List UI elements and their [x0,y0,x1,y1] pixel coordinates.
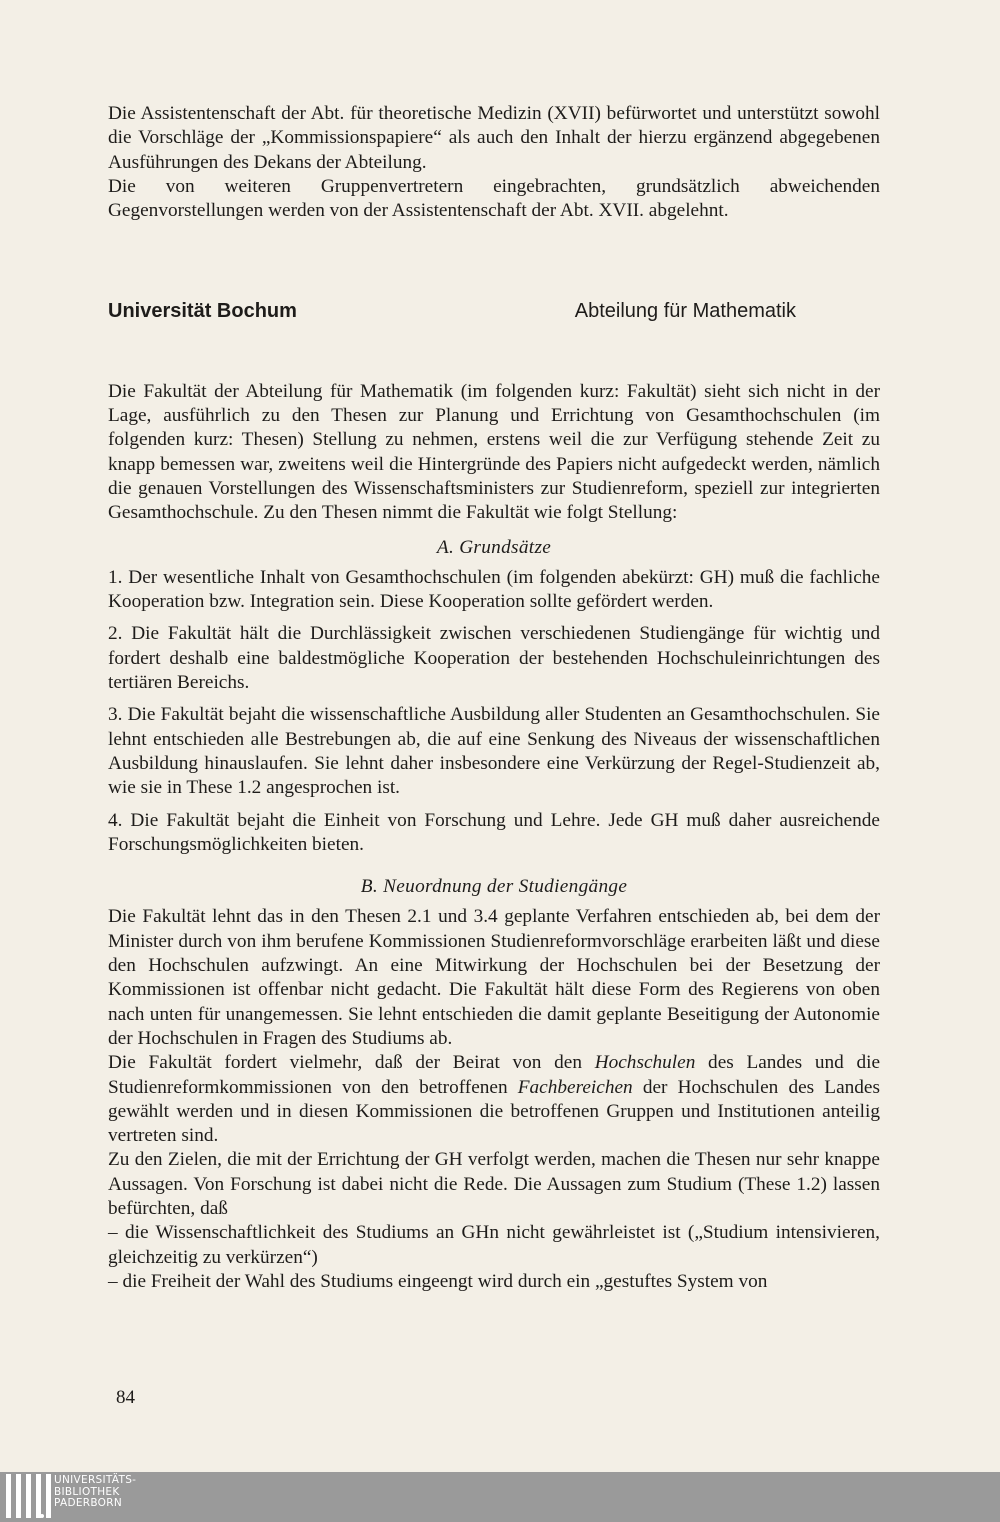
emphasis-fachbereichen: Fachbereichen [517,1076,633,1098]
page-content [108,102,880,1294]
section-a-item: 2. Die Fakultät hält die Durchlässigkeit zwischen verschiedenen Studiengänge für wichtig und fordert deshalb eine baldestmögliche Kooperation der bestehenden Hochschuleinrichtungen des tertiären Bereichs. [108,623,880,694]
library-logo-icon [6,1474,51,1518]
section-b-paragraph-1: Die Fakultät lehnt das in den Thesen 2.1 und 3.4 geplante Verfahren entschieden ab, bei dem der Minister durch von ihm berufene Kommissionen Studienreformvorschläge erarbeiten läßt und diese den Hochschulen aufzwingt. An eine Mitwirkung der Hochschulen bei der Besetzung der Kommissionen ist offenbar nicht gedacht. Die Fakultät hält diese Form des Regierens von oben nach unten für unangemessen. Sie lehnt entschieden die damit geplante Beseitigung der Autonomie der Hochschulen in Fragen des Studiums ab. [108,906,880,1049]
paragraph-assistentenschaft-2: Die von weiteren Gruppenvertretern eingebrachten, grundsätzlich abweichenden Gegenvorstellungen werden von der Assistentenschaft der Abt. XVII. abgelehnt. [108,175,880,222]
section-a-title: A. Grundsätze [436,536,552,558]
section-a-item: 1. Der wesentliche Inhalt von Gesamthochschulen (im folgenden abekürzt: GH) muß die fachliche Kooperation bzw. Integration sein. Diese Kooperation sollte gefördert werden. [108,566,880,613]
section-a-item: 3. Die Fakultät bejaht die wissenschaftliche Ausbildung aller Studenten an Gesamthochschulen. Sie lehnt entschieden alle Bestrebungen ab, die auf eine Senkung des Niveaus der wissenschaftlichen Ausbildung hinauslaufen. Sie lehnt daher insbesondere eine Verkürzung der Regel-Studienzeit ab, wie sie in These 1.2 angesprochen ist. [108,704,880,799]
text-run: der Hochschulen des Landes gewählt werden und in diesen Kommissionen die betroffenen Gruppen und Institutionen anteilig vertreten sind. [108,1076,880,1147]
section-a-item: 4. Die Fakultät bejaht die Einheit von Forschung und Lehre. Jede GH muß daher ausreichende Forschungsmöglichkeiten bieten. [108,809,880,855]
intro-paragraph: Die Fakultät der Abteilung für Mathematik (im folgenden kurz: Fakultät) sieht sich nicht in der Lage, ausführlich zu den Thesen zur Planung und Errichtung von Gesamthochschulen (im folgenden kurz: Thesen) Stellung zu nehmen, erstens weil die zur Verfügung stehende Zeit zu knapp bemessen war, zweitens weil die Hintergründe des Papiers nicht aufgedeckt werden, nämlich die genauen Vorstellungen des Wissenschaftsministers zur Studienreform, speziell zur integrierten Gesamthochschule. Zu den Thesen nimmt die Fakultät wie folgt Stellung: [108,380,880,524]
section-heading [108,299,880,323]
paragraph-assistentenschaft-1: Die Assistentenschaft der Abt. für theoretische Medizin (XVII) befürwortet und unterstützt sowohl die Vorschläge der „Kommissionspapiere“ als auch den Inhalt der hierzu ergänzend abgegebenen Ausführungen des Dekans der Abteilung. [108,103,880,173]
dash-item: – die Freiheit der Wahl des Studiums eingeengt wird durch ein „gestuftes System von [108,1270,768,1292]
department-title: Abteilung für Mathematik [574,300,796,323]
library-name [54,1475,136,1510]
section-b-paragraph-2 [108,1051,880,1148]
dash-item: – die Wissenschaftlichkeit des Studiums an GHn nicht gewährleistet ist („Studium intensivieren, gleichzeitig zu verkürzen“) [108,1222,880,1268]
university-title: Universität Bochum [108,300,297,323]
section-b-title: B. Neuordnung der Studiengänge [360,876,628,898]
library-name-line: UNIVERSITÄTS- [54,1474,137,1486]
emphasis-hochschulen: Hochschulen [594,1052,696,1074]
library-footer [0,1472,1000,1522]
library-name-line: BIBLIOTHEK [54,1485,120,1498]
section-b-paragraph-3: Zu den Zielen, die mit der Errichtung der GH verfolgt werden, machen die Thesen nur sehr knappe Aussagen. Von Forschung ist dabei nicht die Rede. Die Aussagen zum Studium (These 1.2) lassen befürchten, daß [108,1149,880,1219]
page-number: 84 [116,1387,135,1408]
logo-dot [40,1514,44,1518]
library-name-line: PADERBORN [54,1497,122,1509]
text-run: Die Fakultät fordert vielmehr, daß der Beirat von den [108,1052,595,1074]
text-run: des Landes und die Studienreformkommissionen von den betroffenen [108,1052,881,1098]
